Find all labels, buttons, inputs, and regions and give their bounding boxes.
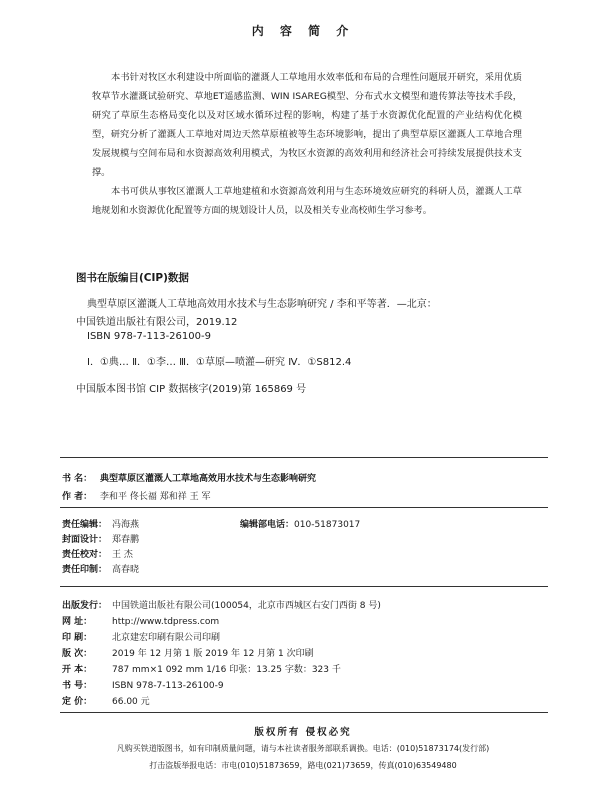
piracy-notice: 打击盗版举报电话：市电(010)51873659，路电(021)73659，传真(010)63549480 — [149, 761, 457, 770]
website-value: http://www.tdpress.com — [112, 617, 220, 627]
cip-line-isbn: ISBN 978-7-113-26100-9 — [87, 331, 211, 342]
isbn-value: ISBN 978-7-113-26100-9 — [112, 681, 224, 691]
publisher-row — [62, 598, 381, 611]
publisher-label: 出版发行： — [62, 601, 108, 611]
book-author-label: 作 者： — [62, 492, 93, 502]
price-label: 定 价： — [62, 697, 93, 707]
price-value: 66.00 元 — [112, 697, 150, 707]
page-title: 内 容 简 介 — [251, 24, 355, 38]
book-title-label: 书 名： — [62, 474, 93, 484]
cip-heading: 图书在版编目(CIP)数据 — [76, 272, 189, 284]
format-label: 开 本： — [62, 665, 93, 675]
printer-row — [62, 630, 220, 643]
price-row — [62, 694, 150, 707]
proof-value: 王 杰 — [112, 550, 133, 560]
format-row — [62, 662, 341, 675]
cip-line-record: 中国版本图书馆 CIP 数据核字(2019)第 165869 号 — [76, 384, 307, 395]
cover-label: 封面设计： — [62, 535, 108, 545]
staff-print-row — [62, 562, 139, 575]
editor-value: 冯海燕 — [112, 520, 140, 530]
intro-paragraph-1: 本书针对牧区水利建设中所面临的灌溉人工草地用水效率低和布局的合理性问题展开研究，采用优质牧草节水灌溉试验研究、草地ET遥感监测、WIN ISAREG模型、分布式水文模型和遗传算法等技术手段，研究了草原生态格局变化以及对区域水循环过程的影响，构建了基于水资源优化配置的产业结构优化模型，研究分析了灌溉人工草地对周边天然草原植被等生态环境影响，提出了典型草原区灌溉人工草地合理发展规模与空间布局和水资源高效利用模式，为牧区水资源的高效利用和经济社会可持续发展提供技术支撑。 — [92, 72, 522, 178]
rights-statement: 版权所有 侵权必究 — [254, 727, 352, 738]
staff-editor-row — [62, 517, 360, 530]
editor-label: 责任编辑： — [62, 520, 108, 530]
publisher-value: 中国铁道出版社有限公司(100054，北京市西城区右安门西街 8 号) — [112, 601, 381, 611]
isbn-label: 书 号： — [62, 681, 93, 691]
website-label: 网 址： — [62, 617, 93, 627]
print-label: 责任印制： — [62, 565, 108, 575]
editor-phone-label: 编辑部电话： — [240, 520, 295, 530]
staff-cover-row — [62, 532, 139, 545]
intro-paragraph-2: 本书可供从事牧区灌溉人工草地建植和水资源高效利用与生态环境效应研究的科研人员，灌溉人工草地规划和水资源优化配置等方面的规划设计人员，以及相关专业高校师生学习参考。 — [92, 186, 522, 216]
isbn-row — [62, 678, 224, 691]
staff-proof-row — [62, 547, 133, 560]
cover-value: 郑春鹏 — [112, 535, 140, 545]
book-author-value: 李和平 佟长福 郑和祥 王 军 — [100, 492, 211, 502]
divider-top — [60, 457, 548, 458]
format-value: 787 mm×1 092 mm 1/16 印张：13.25 字数：323 千 — [112, 665, 341, 675]
editor-phone-value: 010-51873017 — [294, 520, 361, 530]
cip-line-publisher: 中国铁道出版社有限公司，2019.12 — [76, 317, 238, 328]
printer-value: 北京建宏印刷有限公司印刷 — [112, 633, 221, 643]
book-title-row — [62, 471, 316, 484]
divider-bottom — [60, 712, 548, 713]
print-value: 高春晓 — [112, 565, 140, 575]
cip-line-classification: Ⅰ．①典… Ⅱ．①李… Ⅲ．①草原—喷灌—研究 Ⅳ．①S812.4 — [87, 357, 352, 368]
edition-value: 2019 年 12 月第 1 版 2019 年 12 月第 1 次印刷 — [112, 649, 314, 659]
cip-line-title: 典型草原区灌溉人工草地高效用水技术与生态影响研究 / 李和平等著．—北京： — [87, 299, 437, 310]
divider-middle — [60, 507, 548, 508]
edition-label: 版 次： — [62, 649, 93, 659]
website-row — [62, 614, 219, 627]
book-author-row — [62, 489, 210, 502]
divider-lower — [60, 586, 548, 587]
book-title-value: 典型草原区灌溉人工草地高效用水技术与生态影响研究 — [100, 474, 317, 484]
printer-label: 印 刷： — [62, 633, 93, 643]
proof-label: 责任校对： — [62, 550, 108, 560]
service-notice: 凡购买铁道版图书，如有印制质量问题，请与本社读者服务部联系调换。电话：(010)51873174(发行部) — [116, 744, 490, 753]
edition-row — [62, 646, 314, 659]
